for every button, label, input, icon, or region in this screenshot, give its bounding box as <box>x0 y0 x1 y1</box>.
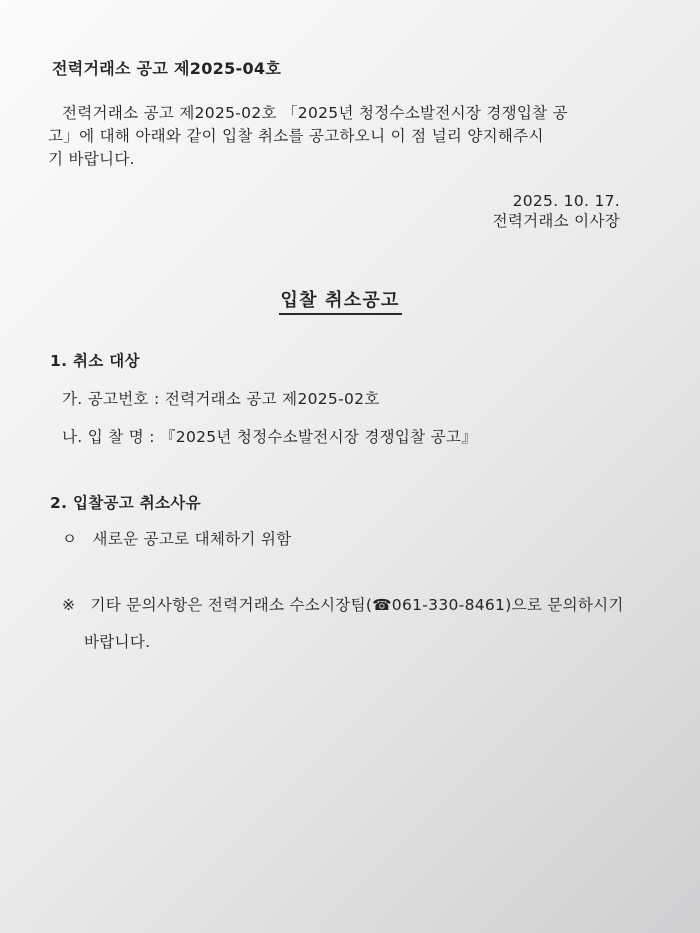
contact-text-1: 기타 문의사항은 전력거래소 수소시장팀(☎061-330-8461)으로 문의하시기 <box>90 596 624 614</box>
item-bid-name <box>62 426 477 448</box>
notice-number: 전력거래소 공고 제2025-04호 <box>52 59 282 78</box>
contact-line-1 <box>62 594 624 616</box>
intro-line-3: 기 바랍니다. <box>48 150 135 168</box>
intro-line-2: 고」에 대해 아래와 같이 입찰 취소를 공고하오니 이 점 널리 양지해주시 <box>48 127 544 145</box>
item-bid-name-value: 『2025년 청정수소발전시장 경쟁입찰 공고』 <box>159 428 478 446</box>
document-title-text: 입찰 취소공고 <box>279 290 402 315</box>
section-1-heading: 1. 취소 대상 <box>50 352 140 370</box>
contact-line-2: 바랍니다. <box>84 633 151 651</box>
cancel-reason-text: 새로운 공고로 대체하기 위함 <box>92 530 292 548</box>
section-2-heading: 2. 입찰공고 취소사유 <box>50 494 201 512</box>
document-title <box>0 290 680 312</box>
notice-date: 2025. 10. 17. <box>512 192 620 210</box>
reference-mark-icon: ※ <box>62 596 76 614</box>
item-notice-number-value: 전력거래소 공고 제2025-02호 <box>164 390 380 408</box>
intro-line-1: 전력거래소 공고 제2025-02호 「2025년 청정수소발전시장 경쟁입찰 공 <box>62 104 568 122</box>
issuer: 전력거래소 이사장 <box>492 212 620 230</box>
item-bid-name-label: 나. 입 찰 명 : <box>62 428 155 446</box>
cancel-reason <box>62 528 291 550</box>
item-notice-number <box>62 388 380 410</box>
bullet-icon: ㅇ <box>62 530 78 548</box>
item-notice-number-label: 가. 공고번호 : <box>62 390 160 408</box>
